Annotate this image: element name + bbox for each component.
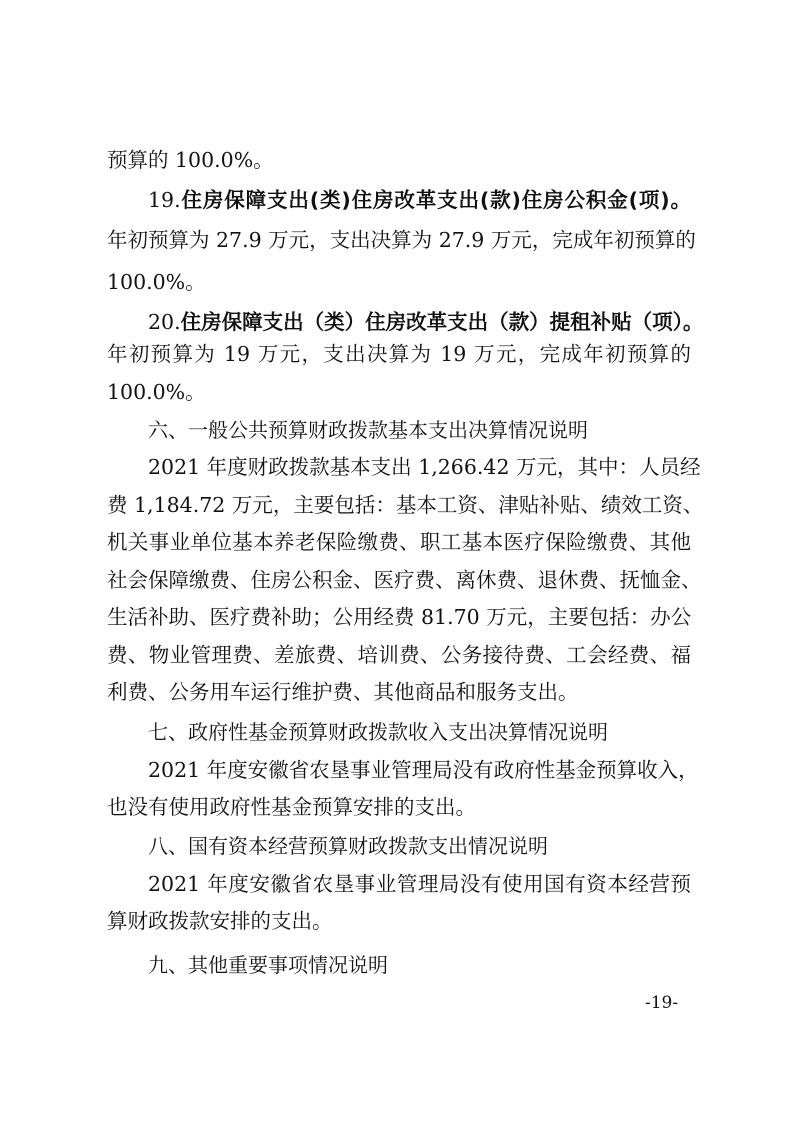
item-title: 住房保障支出（类）住房改革支出（款）提租补贴（项）。 [180, 310, 704, 334]
text-line: 100.0%。 [107, 270, 206, 294]
section-7-heading: 七、政府性基金预算财政拨款收入支出决算情况说明 [148, 720, 608, 744]
section-6-heading: 六、一般公共预算财政拨款基本支出决算情况说明 [148, 418, 588, 442]
item-20-heading [148, 310, 704, 334]
item-title: 住房保障支出(类)住房改革支出(款)住房公积金(项)。 [180, 188, 691, 212]
text-line: 年初预算为 27.9 万元，支出决算为 27.9 万元，完成年初预算的 [107, 228, 696, 252]
text-line: 2021 年度安徽省农垦事业管理局没有政府性基金预算收入， [148, 758, 699, 782]
section-9-heading: 九、其他重要事项情况说明 [148, 953, 388, 977]
text-line: 100.0%。 [107, 380, 206, 404]
text-line: 2021 年度安徽省农垦事业管理局没有使用国有资本经营预 [148, 872, 691, 896]
text-line: 2021 年度财政拨款基本支出 1,266.42 万元，其中：人员经 [148, 455, 701, 479]
text-line: 费 1,184.72 万元，主要包括：基本工资、津贴补贴、绩效工资、 [107, 493, 704, 517]
text-line: 年初预算为 19 万元，支出决算为 19 万元，完成年初预算的 [107, 342, 691, 366]
text-line: 费、物业管理费、差旅费、培训费、公务接待费、工会经费、福 [107, 643, 691, 667]
text-line: 生活补助、医疗费补助；公用经费 81.70 万元，主要包括：办公 [107, 605, 692, 629]
page-number: -19- [645, 993, 679, 1013]
text-line: 预算的 100.0%。 [107, 148, 274, 172]
text-line: 利费、公务用车运行维护费、其他商品和服务支出。 [107, 680, 579, 704]
text-line: 也没有使用政府性基金预算安排的支出。 [107, 795, 476, 819]
text-line: 社会保障缴费、住房公积金、医疗费、离休费、退休费、抚恤金、 [107, 568, 702, 592]
item-number: 19. [148, 188, 181, 212]
item-19-heading [148, 188, 691, 212]
text-line: 算财政拨款安排的支出。 [107, 909, 333, 933]
item-number: 20. [148, 310, 181, 334]
section-8-heading: 八、国有资本经营预算财政拨款支出情况说明 [148, 834, 548, 858]
text-line: 机关事业单位基本养老保险缴费、职工基本医疗保险缴费、其他 [107, 530, 691, 554]
